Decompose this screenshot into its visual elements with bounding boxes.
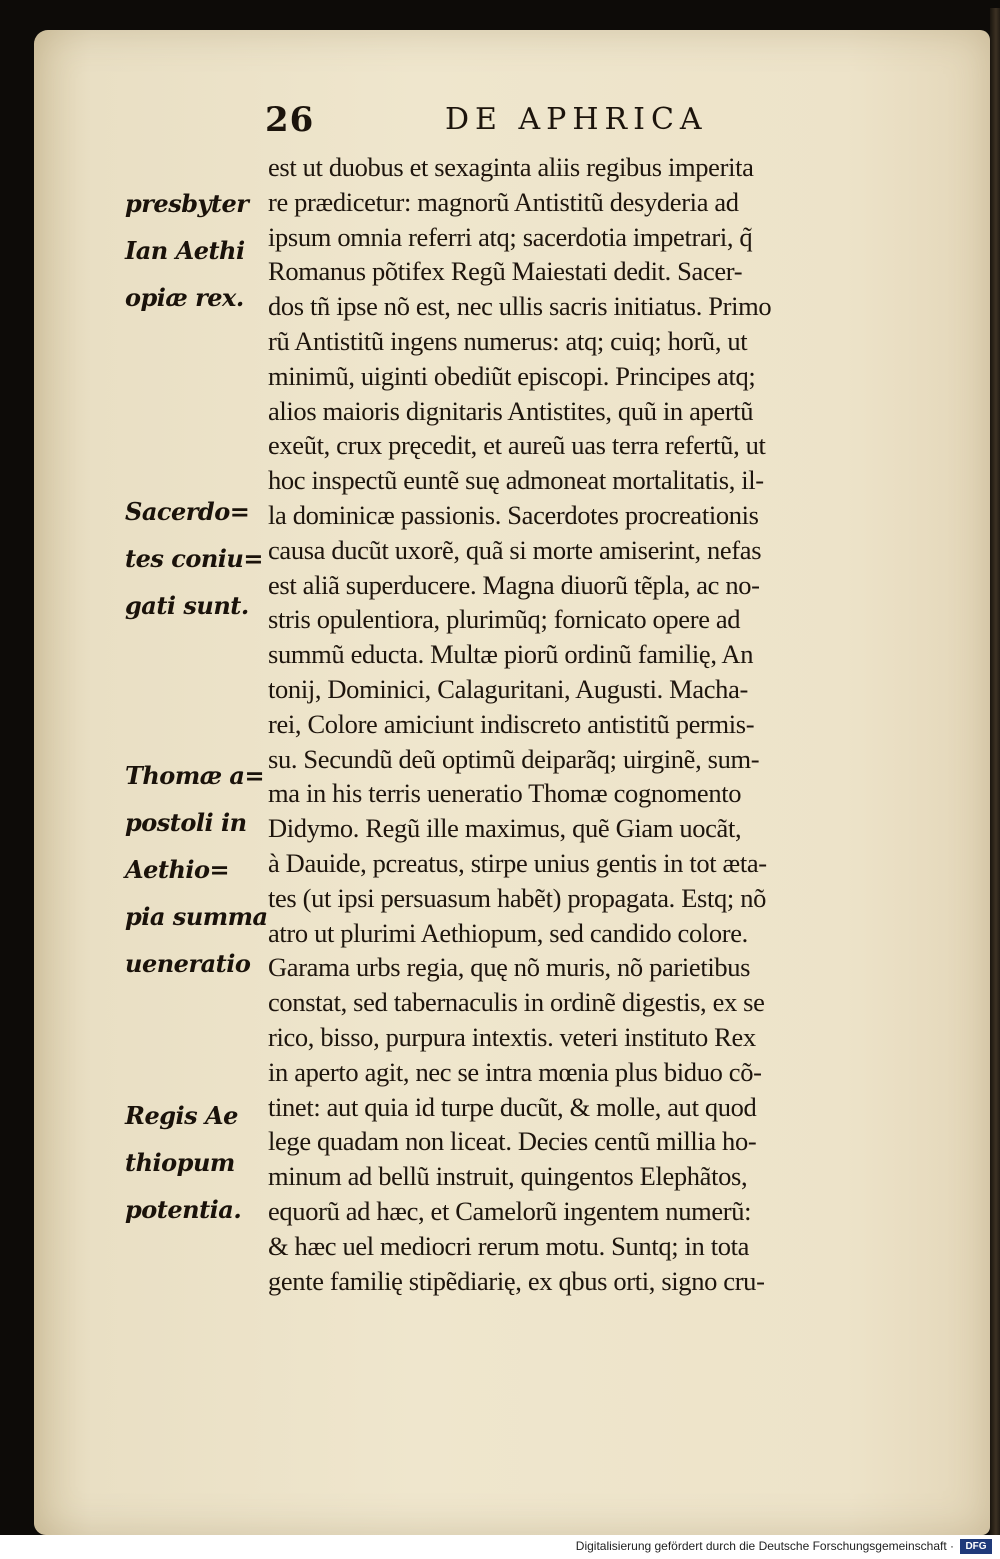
text-line: est ut duobus et sexaginta aliis regibus imperita	[268, 152, 754, 182]
margin-note-sacerdotes	[125, 488, 265, 629]
text-line: ma in his terris ueneratio Thomæ cognomento	[268, 778, 742, 809]
text-line: constat, sed tabernaculis in ordinẽ digestis, ex se	[268, 987, 765, 1018]
page-number: 26	[265, 100, 315, 140]
funding-credit: Digitalisierung gefördert durch die Deutsche Forschungsgemeinschaft ·	[575, 1539, 954, 1553]
margin-note-line: ueneratio	[125, 949, 251, 978]
margin-note-line: postoli in	[125, 808, 247, 837]
page-header	[265, 100, 735, 144]
margin-note-line: Sacerdo=	[125, 497, 250, 526]
text-line: gente familię stipẽdiarię, ex qbus orti, signo cru-	[268, 1265, 765, 1296]
text-line: causa ducũt uxorẽ, quã si morte amiserint, nefas	[268, 534, 762, 565]
text-line: & hæc uel mediocri rerum motu. Suntq; in tota	[268, 1230, 750, 1261]
text-line: tinet: aut quia id turpe ducũt, & molle, aut quod	[268, 1091, 757, 1122]
text-line: minum ad bellũ instruit, quingentos Elephãtos,	[268, 1161, 748, 1192]
page-edge-shadow	[990, 8, 1000, 1548]
text-line: rico, bisso, purpura intextis. veteri instituto Rex	[268, 1021, 756, 1052]
margin-note-line: opiæ rex.	[125, 283, 244, 312]
text-line: stris opulentiora, plurimũq; fornicato opere ad	[268, 604, 741, 635]
text-line: summũ educta. Multæ piorũ ordinũ familię, An	[268, 639, 754, 670]
margin-note-line: gati sunt.	[125, 591, 249, 620]
text-line: re prædicetur: magnorũ Antistitũ desyderia ad	[268, 186, 739, 217]
text-line: tonij, Dominici, Calaguritani, Augusti. Macha-	[268, 673, 748, 704]
main-text-block	[268, 150, 928, 1298]
text-line: hoc inspectũ euntẽ suę admoneat mortalitatis, il-	[268, 465, 764, 496]
margin-note-line: Ian Aethi	[125, 236, 245, 265]
margin-note-line: pia summa	[125, 902, 268, 931]
text-line: à Dauide, pcreatus, stirpe unius gentis in tot æta-	[268, 847, 767, 878]
text-line: ipsum omnia referri atq; sacerdotia impetrari, q̃	[268, 221, 753, 252]
text-line: in aperto agit, nec se intra mœnia plus biduo cõ-	[268, 1056, 762, 1087]
footer-bar	[0, 1535, 1000, 1559]
dfg-logo: DFG	[960, 1539, 992, 1554]
margin-note-thomae	[125, 752, 268, 987]
margin-note-line: presbyter	[125, 189, 249, 218]
margin-note-line: Regis Ae	[125, 1101, 238, 1130]
text-line: alios maioris dignitaris Antistites, quũ in apertũ	[268, 395, 754, 426]
text-line: est aliã superducere. Magna diuorũ tẽpla, ac no-	[268, 569, 760, 600]
text-line: Romanus põtifex Regũ Maiestati dedit. Sacer-	[268, 256, 743, 287]
margin-note-presbyter	[125, 180, 265, 321]
text-line: tes (ut ipsi persuasum habẽt) propagata. Estq; nõ	[268, 882, 767, 913]
margin-note-line: potentia.	[125, 1195, 242, 1224]
text-line: atro ut plurimi Aethiopum, sed candido colore.	[268, 917, 748, 948]
margin-note-line: tes coniu=	[125, 544, 263, 573]
text-line: lege quadam non liceat. Decies centũ millia ho-	[268, 1126, 757, 1157]
margin-note-line: thiopum	[125, 1148, 235, 1177]
text-line: rũ Antistitũ ingens numerus: atq; cuiq; horũ, ut	[268, 325, 748, 356]
text-line: equorũ ad hæc, et Camelorũ ingentem numerũ:	[268, 1195, 752, 1226]
text-line: rei, Colore amiciunt indiscreto antistitũ permis-	[268, 708, 755, 739]
running-title: DE APHRICA	[445, 102, 708, 137]
text-line: dos tñ ipse nõ est, nec ullis sacris initiatus. Primo	[268, 291, 772, 322]
text-line: minimũ, uiginti obediũt episcopi. Principes atq;	[268, 360, 756, 391]
margin-note-regis	[125, 1092, 265, 1233]
text-line: exeũt, crux pręcedit, et aureũ uas terra refertũ, ut	[268, 430, 766, 461]
text-line: su. Secundũ deũ optimũ deiparãq; uirginẽ, sum-	[268, 743, 760, 774]
text-line: la dominicæ passionis. Sacerdotes procreationis	[268, 499, 759, 530]
margin-note-line: Aethio=	[125, 855, 230, 884]
margin-note-line: Thomæ a=	[125, 761, 265, 790]
text-line: Garama urbs regia, quę nõ muris, nõ parietibus	[268, 952, 751, 983]
text-line: Didymo. Regũ ille maximus, quẽ Giam uocãt,	[268, 813, 742, 844]
